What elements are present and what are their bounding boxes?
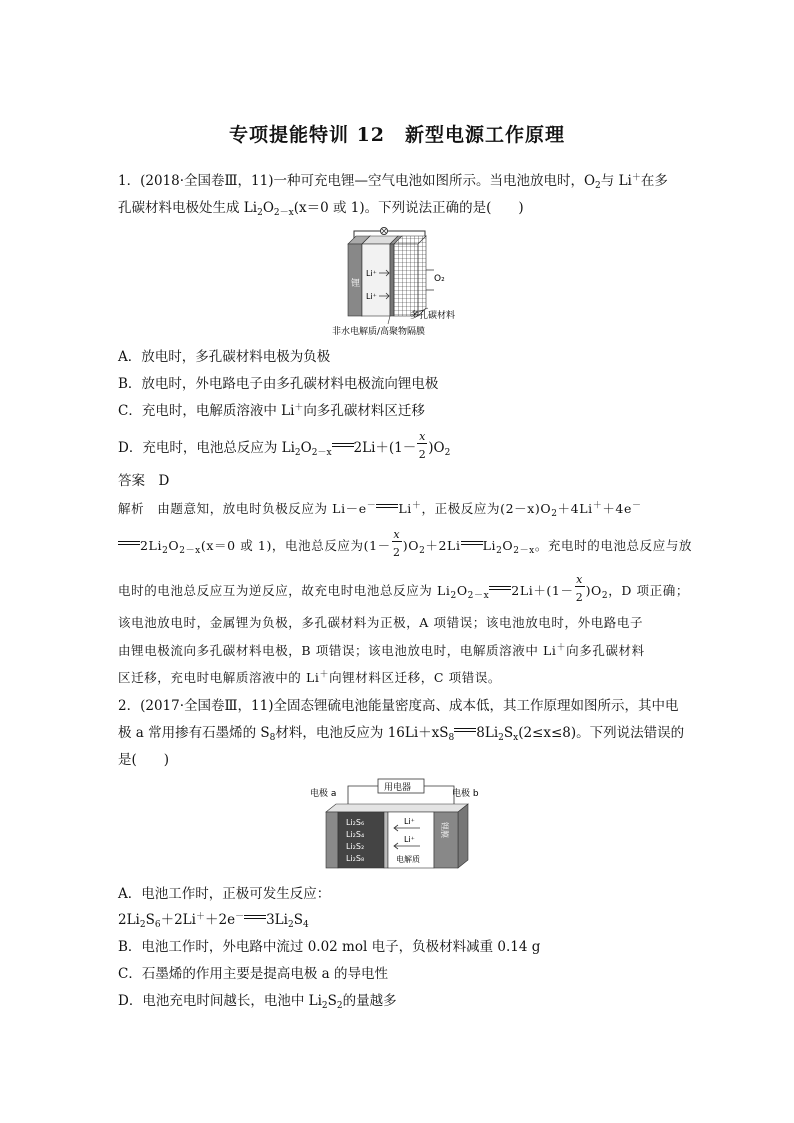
q2-option-b: B．电池工作时，外电路中流过 0.02 mol 电子，负极材料减重 0.14 g (118, 939, 541, 955)
appliance-label: 用电器 (384, 783, 412, 793)
q1-option-c: C．充电时，电解质溶液中 Li＋向多孔碳材料区迁移 (118, 403, 425, 419)
li-plus-label-2: Li⁺ (404, 835, 415, 844)
q1-option-b: B．放电时，外电路电子由多孔碳材料电极流向锂电极 (118, 376, 439, 392)
q1-option-d: D．充电时，电池总反应为 $Li_2O_{2-x}$ 2Li＋(1－ $\frac{x}{2}$ )$O_2$ (118, 430, 451, 461)
q2-option-c: C．石墨烯的作用主要是提高电极 a 的导电性 (118, 966, 388, 982)
q1-analysis-line6: 区迁移，充电时电解质溶液中的 Li＋向锂材料区迁移，C 项错误。 (118, 670, 502, 685)
membrane-label: 非水电解质/高聚物隔膜 (332, 327, 426, 337)
li-plus-label-1: Li⁺ (404, 817, 415, 826)
q1-analysis-line2: $2Li_2O_{2-x}(x=0$ 或 1)，电池总反应为(1－ $\frac{x}{2}$ )$O_2+2Li$ $Li_2O_{2-x}$。充电时的电池总反应与放 (118, 536, 692, 555)
porous-carbon-label: 多孔碳材料 (410, 311, 456, 321)
q1-stem-line1: 1．(2018·全国卷Ⅲ，11)一种可充电锂—空气电池如图所示。当电池放电时，$O_2$与 Li＋在多 (118, 173, 668, 191)
electrode-a-label: 电极 a (310, 789, 337, 799)
lithium-label: 锂 (351, 279, 361, 289)
q1-analysis-line1: 解析 由题意知，放电时负极反应为 Li－e－ Li＋，正极反应为$(2-x)O_2+4Li^++4e^-$ (118, 501, 642, 519)
q1-answer: 答案 D (118, 473, 170, 489)
electrode-b-label: 电极 b (452, 789, 479, 799)
o2-label: O₂ (434, 274, 445, 284)
li2s8-label: Li₂S₈ (346, 854, 365, 863)
li2s6-label: Li₂S₆ (346, 818, 365, 827)
li2s2-label: Li₂S₂ (346, 842, 365, 851)
li-ion-label-2: Li⁺ (366, 292, 377, 301)
q2-option-a: A．电池工作时，正极可发生反应： (118, 886, 331, 902)
q1-battery-figure (330, 226, 480, 338)
q2-option-d: D．电池充电时间越长，电池中 $Li_2S_2$的量越多 (118, 993, 397, 1011)
page-title: 专项提能特训 12 新型电源工作原理 (228, 124, 566, 146)
q1-option-a: A．放电时，多孔碳材料电极为负极 (118, 349, 331, 365)
lithium-film-label: 锂膜 (440, 822, 449, 838)
q1-analysis-line5: 由锂电极流向多孔碳材料电极，B 项错误；该电池放电时，电解质溶液中 Li＋向多孔碳材料 (118, 643, 645, 658)
q2-stem-line2: 极 a 常用掺有石墨烯的 $S_8$材料，电池反应为 $16Li+xS_8$ $8Li_2S_x(2\le x\le 8)$。下列说法错误的 (118, 725, 685, 743)
q1-stem-line2: 孔碳材料电极处生成 $Li_2O_{2-x}(x=0$ 或 1)。下列说法正确的是( ) (118, 200, 524, 218)
q2-stem-line1: 2．(2017·全国卷Ⅲ，11)全固态锂硫电池能量密度高、成本低，其工作原理如图所示，其中电 (118, 698, 679, 714)
q2-battery-figure (308, 776, 494, 872)
li-ion-label-1: Li⁺ (366, 269, 377, 278)
q1-analysis-line3: 电时的电池总反应互为逆反应，故充电时电池总反应为 $Li_2O_{2-x}$ 2Li＋(1－ $\frac{x}{2}$ )$O_2$，D 项正确； (118, 573, 689, 604)
q2-stem-line3: 是( ) (118, 752, 170, 768)
li2s4-label: Li₂S₄ (346, 830, 365, 839)
electrolyte-label: 电解质 (396, 855, 420, 864)
q2-option-a-equation: $2Li_2S_6+2Li^++2e^-$ $3Li_2S_4$ (118, 912, 309, 930)
q1-analysis-line4: 该电池放电时，金属锂为负极，多孔碳材料为正极，A 项错误；该电池放电时，外电路电子 (118, 615, 644, 630)
